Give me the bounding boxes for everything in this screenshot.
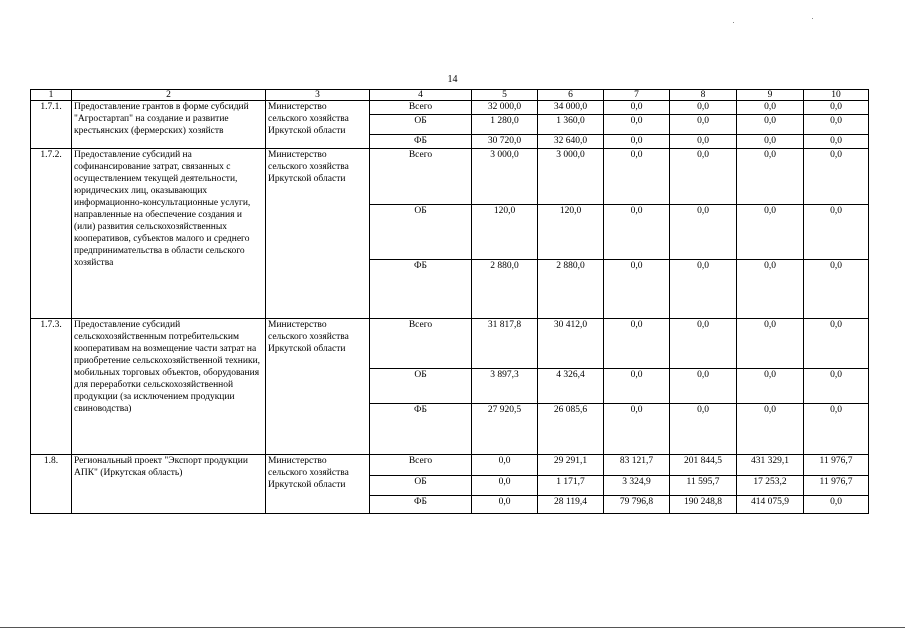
amount-cell: 0,0 <box>737 115 804 135</box>
column-number: 4 <box>370 90 472 101</box>
funding-source: Всего <box>370 101 472 115</box>
amount-cell: 28 119,4 <box>538 496 604 514</box>
table-row <box>31 149 869 205</box>
amount-cell: 34 000,0 <box>538 101 604 115</box>
amount-cell: 32 640,0 <box>538 135 604 149</box>
funding-source: ФБ <box>370 135 472 149</box>
table-row <box>31 101 869 115</box>
table-row <box>31 319 869 369</box>
table-row <box>31 455 869 476</box>
amount-cell: 0,0 <box>737 404 804 455</box>
amount-cell: 0,0 <box>737 319 804 369</box>
item-executor: Министерство сельского хозяйства Иркутской области <box>266 455 370 514</box>
amount-cell: 0,0 <box>604 369 670 404</box>
amount-cell: 0,0 <box>472 476 538 496</box>
amount-cell: 0,0 <box>670 115 737 135</box>
funding-source: Всего <box>370 149 472 205</box>
column-number: 6 <box>538 90 604 101</box>
column-number: 9 <box>737 90 804 101</box>
amount-cell: 0,0 <box>804 319 869 369</box>
amount-cell: 3 897,3 <box>472 369 538 404</box>
scan-speck <box>812 18 813 19</box>
amount-cell: 3 000,0 <box>472 149 538 205</box>
item-name: Предоставление субсидий сельскохозяйственным потребительским кооперативам на возмещение части затрат на приобретение сельскохозяйственной техники, мобильных торговых объектов, оборудования для переработки сельскохозяйственной продукции (за исключением продукции свиноводства) <box>72 319 266 455</box>
budget-table <box>30 89 869 514</box>
funding-source: ОБ <box>370 205 472 260</box>
amount-cell: 11 595,7 <box>670 476 737 496</box>
amount-cell: 0,0 <box>604 260 670 319</box>
amount-cell: 0,0 <box>804 404 869 455</box>
amount-cell: 0,0 <box>604 115 670 135</box>
amount-cell: 0,0 <box>804 369 869 404</box>
scan-speck <box>733 22 734 23</box>
amount-cell: 0,0 <box>604 135 670 149</box>
amount-cell: 190 248,8 <box>670 496 737 514</box>
amount-cell: 0,0 <box>670 260 737 319</box>
funding-source: Всего <box>370 319 472 369</box>
amount-cell: 0,0 <box>604 149 670 205</box>
item-name: Региональный проект "Экспорт продукции АПК" (Иркутская область) <box>72 455 266 514</box>
amount-cell: 201 844,5 <box>670 455 737 476</box>
amount-cell: 0,0 <box>804 135 869 149</box>
column-number: 2 <box>72 90 266 101</box>
amount-cell: 0,0 <box>804 115 869 135</box>
amount-cell: 0,0 <box>670 101 737 115</box>
amount-cell: 0,0 <box>804 260 869 319</box>
column-number: 3 <box>266 90 370 101</box>
amount-cell: 0,0 <box>670 149 737 205</box>
amount-cell: 32 000,0 <box>472 101 538 115</box>
funding-source: ОБ <box>370 115 472 135</box>
amount-cell: 0,0 <box>670 205 737 260</box>
column-number: 1 <box>31 90 72 101</box>
amount-cell: 0,0 <box>804 205 869 260</box>
amount-cell: 83 121,7 <box>604 455 670 476</box>
item-executor: Министерство сельского хозяйства Иркутской области <box>266 101 370 149</box>
amount-cell: 0,0 <box>670 404 737 455</box>
amount-cell: 0,0 <box>604 101 670 115</box>
item-number: 1.7.1. <box>31 101 72 149</box>
amount-cell: 0,0 <box>670 135 737 149</box>
amount-cell: 1 171,7 <box>538 476 604 496</box>
amount-cell: 11 976,7 <box>804 476 869 496</box>
item-name: Предоставление грантов в форме субсидий "Агростартап" на создание и развитие крестьянских (фермерских) хозяйств <box>72 101 266 149</box>
amount-cell: 0,0 <box>737 205 804 260</box>
funding-source: ОБ <box>370 369 472 404</box>
funding-source: ОБ <box>370 476 472 496</box>
amount-cell: 0,0 <box>737 260 804 319</box>
amount-cell: 26 085,6 <box>538 404 604 455</box>
amount-cell: 431 329,1 <box>737 455 804 476</box>
amount-cell: 0,0 <box>737 101 804 115</box>
funding-source: ФБ <box>370 260 472 319</box>
amount-cell: 0,0 <box>472 496 538 514</box>
amount-cell: 0,0 <box>604 205 670 260</box>
amount-cell: 3 324,9 <box>604 476 670 496</box>
column-number: 8 <box>670 90 737 101</box>
amount-cell: 11 976,7 <box>804 455 869 476</box>
amount-cell: 17 253,2 <box>737 476 804 496</box>
amount-cell: 0,0 <box>804 496 869 514</box>
amount-cell: 0,0 <box>472 455 538 476</box>
amount-cell: 79 796,8 <box>604 496 670 514</box>
amount-cell: 31 817,8 <box>472 319 538 369</box>
amount-cell: 2 880,0 <box>538 260 604 319</box>
amount-cell: 0,0 <box>737 369 804 404</box>
item-executor: Министерство сельского хозяйства Иркутской области <box>266 319 370 455</box>
amount-cell: 27 920,5 <box>472 404 538 455</box>
amount-cell: 414 075,9 <box>737 496 804 514</box>
amount-cell: 0,0 <box>804 101 869 115</box>
amount-cell: 120,0 <box>538 205 604 260</box>
amount-cell: 30 412,0 <box>538 319 604 369</box>
item-executor: Министерство сельского хозяйства Иркутской области <box>266 149 370 319</box>
column-number: 7 <box>604 90 670 101</box>
funding-source: ФБ <box>370 404 472 455</box>
amount-cell: 1 360,0 <box>538 115 604 135</box>
column-number: 5 <box>472 90 538 101</box>
amount-cell: 0,0 <box>670 319 737 369</box>
funding-source: ФБ <box>370 496 472 514</box>
amount-cell: 2 880,0 <box>472 260 538 319</box>
item-number: 1.7.3. <box>31 319 72 455</box>
amount-cell: 0,0 <box>670 369 737 404</box>
page-number: 14 <box>447 74 458 85</box>
amount-cell: 0,0 <box>737 135 804 149</box>
amount-cell: 0,0 <box>804 149 869 205</box>
item-number: 1.8. <box>31 455 72 514</box>
amount-cell: 0,0 <box>737 149 804 205</box>
amount-cell: 30 720,0 <box>472 135 538 149</box>
amount-cell: 120,0 <box>472 205 538 260</box>
amount-cell: 4 326,4 <box>538 369 604 404</box>
amount-cell: 1 280,0 <box>472 115 538 135</box>
scan-edge-line <box>0 627 905 628</box>
amount-cell: 0,0 <box>604 319 670 369</box>
amount-cell: 3 000,0 <box>538 149 604 205</box>
column-number-row <box>31 90 869 101</box>
column-number: 10 <box>804 90 869 101</box>
amount-cell: 0,0 <box>604 404 670 455</box>
item-number: 1.7.2. <box>31 149 72 319</box>
funding-source: Всего <box>370 455 472 476</box>
item-name: Предоставление субсидий на софинансирование затрат, связанных с осуществлением текущей деятельности, юридических лиц, оказывающих информационно-консультационные услуги, направленные на обеспечение создания и (или) развития сельскохозяйственных кооперативов, субъектов малого и среднего предпринимательства в области сельского хозяйства <box>72 149 266 319</box>
amount-cell: 29 291,1 <box>538 455 604 476</box>
